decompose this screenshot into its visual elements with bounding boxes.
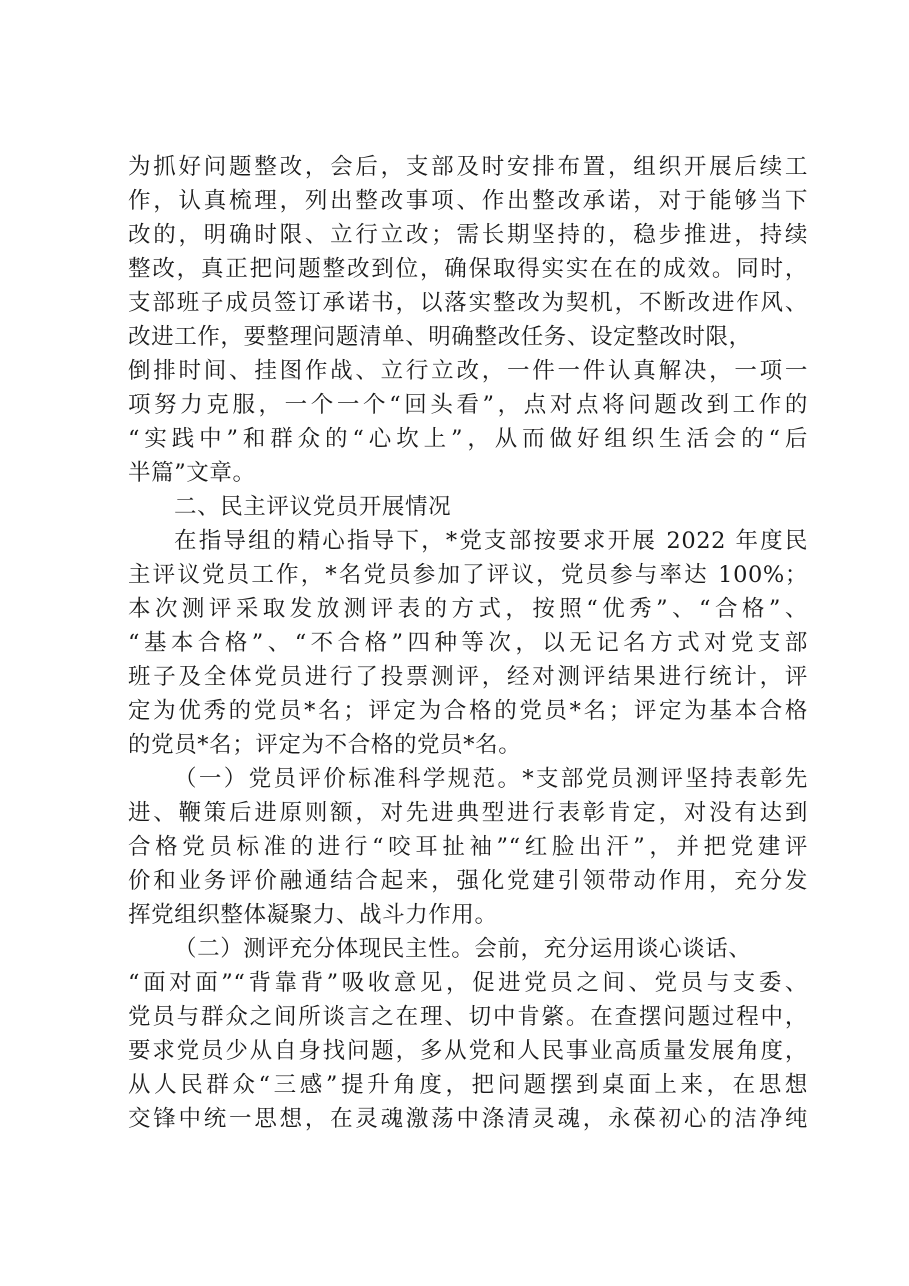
subsection-line: （二）测评充分体现民主性。会前，充分运用谈心谈话、 (174, 936, 752, 962)
paragraph-line: 作，认真梳理，列出整改事项、作出整改承诺，对于能够当下 (128, 188, 808, 214)
paragraph-line: 为抓好问题整改，会后，支部及时安排布置，组织开展后续工 (128, 154, 808, 180)
paragraph-line: 挥党组织整体凝聚力、战斗力作用。 (128, 902, 498, 928)
paragraph-line: 合格党员标准的进行“咬耳扯袖”“红脸出汗”，并把党建评 (128, 834, 808, 860)
paragraph-line: 整改，真正把问题整改到位，确保取得实实在在的成效。同时， (128, 256, 808, 282)
paragraph-line: 班子及全体党员进行了投票测评，经对测评结果进行统计，评 (128, 664, 808, 690)
paragraph-line: 支部班子成员签订承诺书，以落实整改为契机，不断改进作风、 (128, 290, 808, 316)
paragraph-line: 项努力克服，一个一个“回头看”，点对点将问题改到工作的 (128, 392, 808, 418)
section-heading: 二、民主评议党员开展情况 (174, 494, 452, 520)
paragraph-line: 要求党员少从自身找问题，多从党和人民事业高质量发展角度， (128, 1038, 808, 1064)
paragraph-line: 进、鞭策后进原则额，对先进典型进行表彰肯定，对没有达到 (128, 800, 808, 826)
paragraph-line: 主评议党员工作，*名党员参加了评议，党员参与率达 100%； (128, 562, 808, 588)
paragraph-line: 从人民群众“三感”提升角度，把问题摆到桌面上来，在思想 (128, 1072, 808, 1098)
paragraph-line: “实践中”和群众的“心坎上”，从而做好组织生活会的“后 (128, 426, 808, 452)
paragraph-line: 半篇”文章。 (128, 460, 256, 486)
paragraph-line: 本次测评采取发放测评表的方式，按照“优秀”、“合格”、 (128, 596, 808, 622)
paragraph-line: 改的，明确时限、立行立改；需长期坚持的，稳步推进，持续 (128, 222, 808, 248)
paragraph-line: 倒排时间、挂图作战、立行立改，一件一件认真解决，一项一 (128, 358, 808, 384)
paragraph-line: “基本合格”、“不合格”四种等次，以无记名方式对党支部 (128, 630, 808, 656)
paragraph-line: “面对面”“背靠背”吸收意见，促进党员之间、党员与支委、 (128, 970, 808, 996)
subsection-line: （一）党员评价标准科学规范。*支部党员测评坚持表彰先 (174, 766, 808, 792)
paragraph-line: 交锋中统一思想，在灵魂激荡中涤清灵魂，永葆初心的洁净纯 (128, 1106, 808, 1132)
paragraph-line: 价和业务评价融通结合起来，强化党建引领带动作用，充分发 (128, 868, 808, 894)
paragraph-line: 的党员*名；评定为不合格的党员*名。 (128, 732, 522, 758)
paragraph-line: 定为优秀的党员*名；评定为合格的党员*名；评定为基本合格 (128, 698, 808, 724)
paragraph-line: 党员与群众之间所谈言之在理、切中肯綮。在查摆问题过程中， (128, 1004, 808, 1030)
paragraph-line: 改进工作，要整理问题清单、明确整改任务、设定整改时限， (128, 324, 752, 350)
paragraph-line: 在指导组的精心指导下，*党支部按要求开展 2022 年度民 (174, 528, 808, 554)
